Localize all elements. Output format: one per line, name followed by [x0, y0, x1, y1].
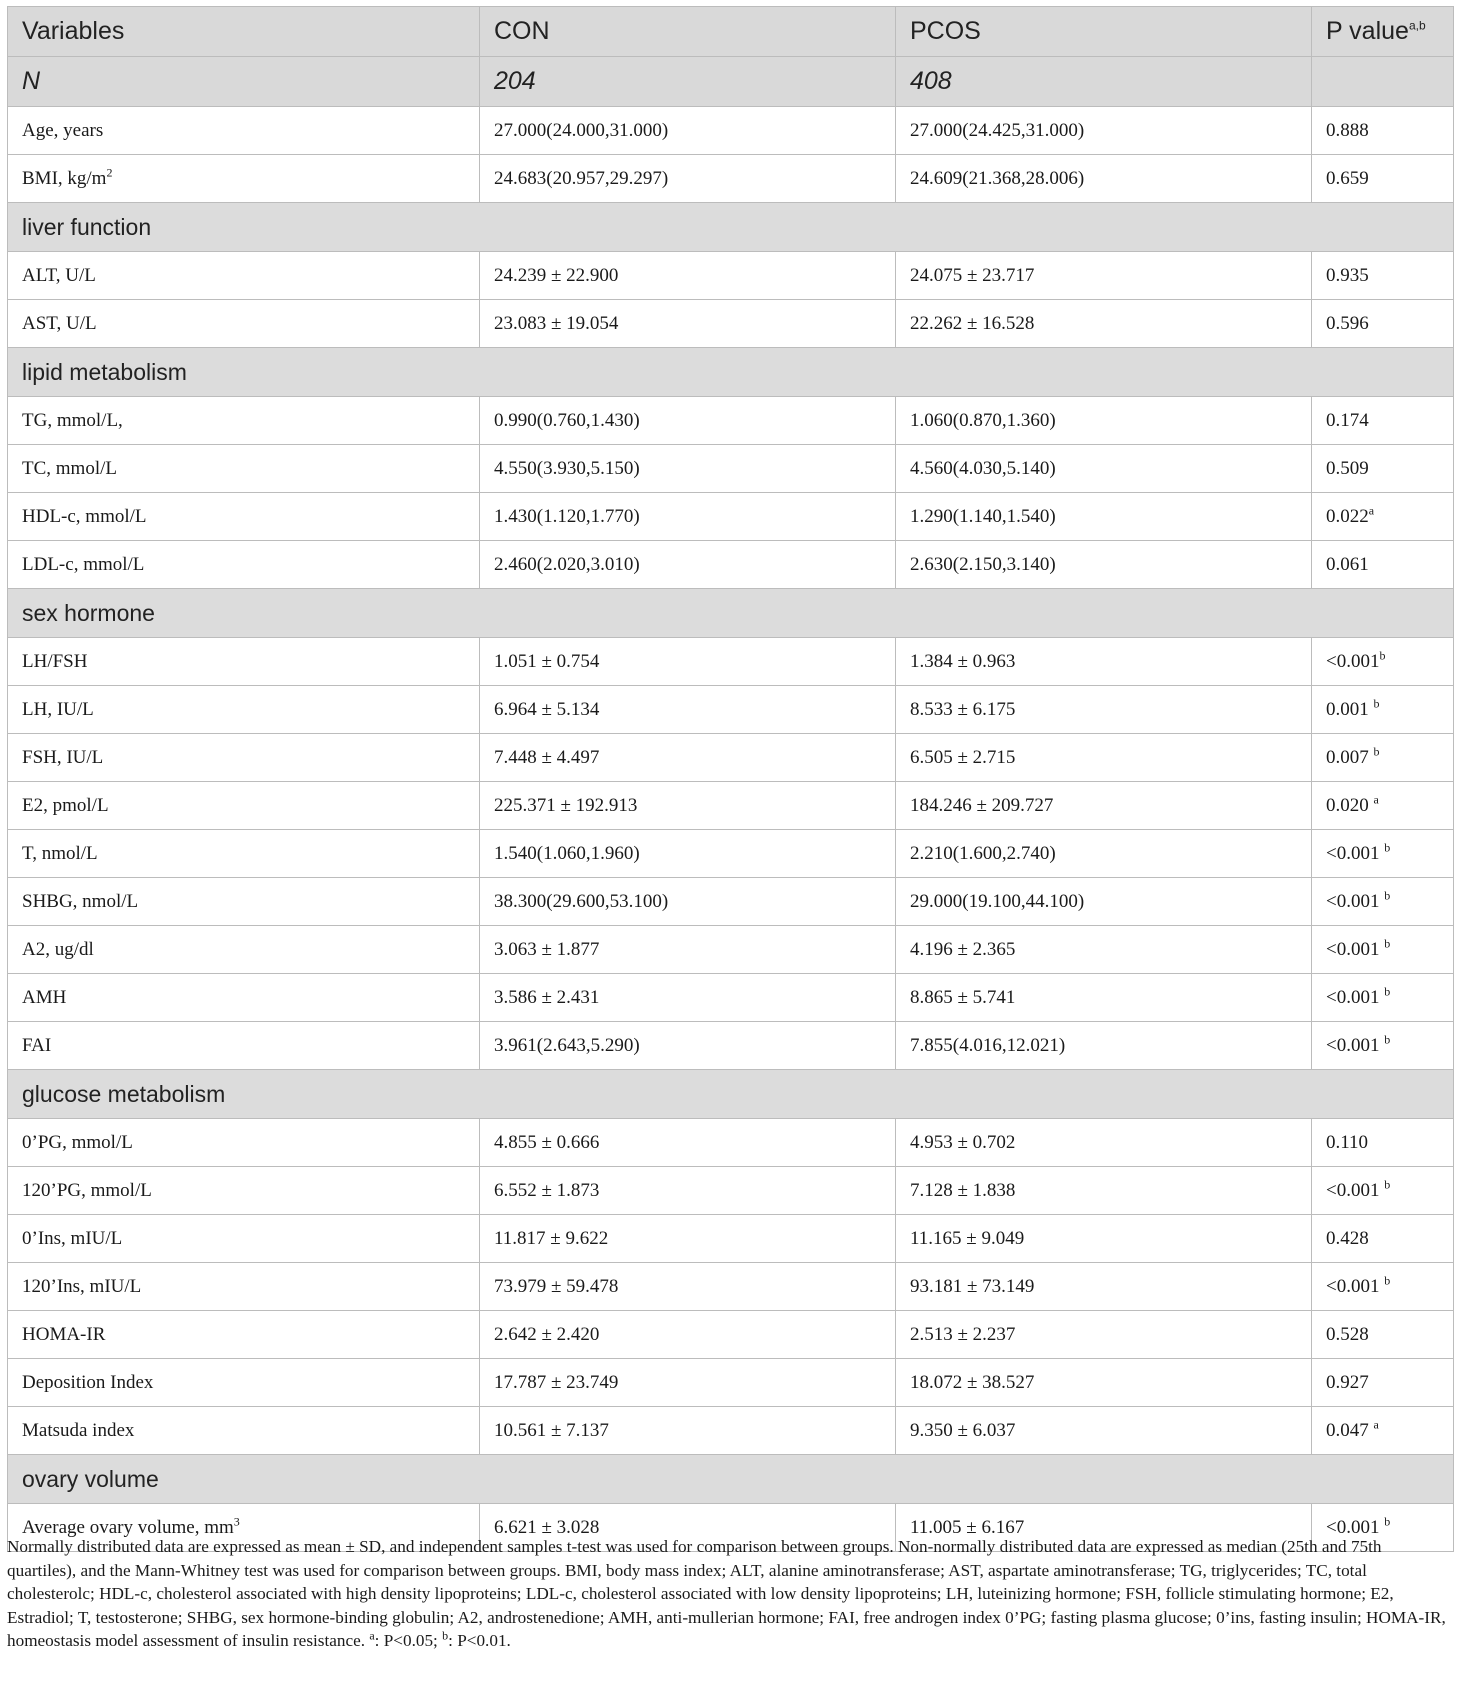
cell-con: [480, 782, 896, 830]
section-label: sex hormone: [8, 589, 1454, 638]
cell-p-value-text: <0.001: [1326, 1516, 1385, 1538]
cell-con-text: 7.448 ± 4.497: [494, 746, 600, 768]
cell-variable-text: T, nmol/L: [22, 842, 98, 864]
cell-con: [480, 686, 896, 734]
cell-pcos: [896, 1119, 1312, 1167]
cell-p-value-text: 0.428: [1326, 1227, 1369, 1249]
cell-con-text: 6.552 ± 1.873: [494, 1179, 600, 1201]
cell-con-text: 24.683(20.957,29.297): [494, 167, 669, 189]
cell-p-value-sup: b: [1384, 840, 1391, 855]
cell-con-text: 225.371 ± 192.913: [494, 794, 638, 816]
cell-con: [480, 445, 896, 493]
cell-p-value-text: 0.927: [1326, 1371, 1369, 1393]
table-row: [8, 686, 1454, 734]
cell-pcos: [896, 638, 1312, 686]
cell-pcos: [896, 1263, 1312, 1311]
cell-p-value-text: 0.022: [1326, 505, 1369, 527]
table-row: [8, 878, 1454, 926]
cell-variable: [8, 1359, 480, 1407]
cell-p-value: [1312, 1022, 1454, 1070]
table-row: [8, 1407, 1454, 1455]
cell-pcos: [896, 830, 1312, 878]
cell-pcos-text: 2.210(1.600,2.740): [910, 842, 1056, 864]
cell-p-value-sup: a: [1373, 1417, 1379, 1432]
cell-pcos: [896, 397, 1312, 445]
cell-p-value: [1312, 397, 1454, 445]
table-row: [8, 397, 1454, 445]
table-row: [8, 734, 1454, 782]
header-p-value: [1312, 7, 1454, 57]
cell-p-value-sup: b: [1373, 744, 1380, 759]
cell-con-text: 2.460(2.020,3.010): [494, 553, 640, 575]
cell-p-value: [1312, 107, 1454, 155]
section-row: [8, 203, 1454, 252]
cell-variable-text: LH, IU/L: [22, 698, 94, 720]
cell-variable-text: Matsuda index: [22, 1419, 135, 1441]
cell-variable: [8, 1263, 480, 1311]
cell-variable-text: AMH: [22, 986, 67, 1008]
cell-variable-text: E2, pmol/L: [22, 794, 109, 816]
cell-p-value: [1312, 1407, 1454, 1455]
cell-con: [480, 107, 896, 155]
cell-p-value-sup: a: [1368, 503, 1375, 518]
cell-variable: [8, 926, 480, 974]
n-con: 204: [480, 57, 896, 107]
cell-pcos-text: 24.609(21.368,28.006): [910, 167, 1085, 189]
cell-pcos: [896, 1167, 1312, 1215]
section-label: glucose metabolism: [8, 1070, 1454, 1119]
cell-variable-text: 120’PG, mmol/L: [22, 1179, 152, 1201]
cell-pcos-text: 4.560(4.030,5.140): [910, 457, 1056, 479]
cell-p-value-text: <0.001: [1326, 890, 1385, 912]
cell-variable-text: AST, U/L: [22, 312, 97, 334]
cell-p-value: [1312, 1359, 1454, 1407]
section-label: liver function: [8, 203, 1454, 252]
header-p-value-label: P value: [1326, 17, 1409, 45]
cell-con-text: 1.430(1.120,1.770): [494, 505, 640, 527]
cell-variable-text: HDL-c, mmol/L: [22, 505, 147, 527]
cell-con-text: 38.300(29.600,53.100): [494, 890, 669, 912]
cell-variable-sup: 3: [233, 1514, 240, 1529]
cell-variable: [8, 878, 480, 926]
header-con: CON: [480, 7, 896, 57]
cell-variable: [8, 782, 480, 830]
cell-variable-text: LH/FSH: [22, 650, 88, 672]
cell-pcos: [896, 1022, 1312, 1070]
section-row: [8, 1070, 1454, 1119]
cell-con-text: 73.979 ± 59.478: [494, 1275, 619, 1297]
cell-variable-text: TC, mmol/L: [22, 457, 117, 479]
cell-variable-text: 0’Ins, mIU/L: [22, 1227, 123, 1249]
cell-variable: [8, 300, 480, 348]
cell-pcos-text: 8.533 ± 6.175: [910, 698, 1016, 720]
cell-p-value-sup: a: [1373, 792, 1379, 807]
cell-con: [480, 300, 896, 348]
cell-con-text: 1.051 ± 0.754: [494, 650, 600, 672]
cell-pcos: [896, 445, 1312, 493]
n-row: [8, 57, 1454, 107]
cell-con-text: 11.817 ± 9.622: [494, 1227, 609, 1249]
cell-p-value: [1312, 1119, 1454, 1167]
cell-con: [480, 1215, 896, 1263]
cell-pcos-text: 6.505 ± 2.715: [910, 746, 1016, 768]
cell-pcos: [896, 1359, 1312, 1407]
cell-variable-text: HOMA-IR: [22, 1323, 106, 1345]
cell-pcos-text: 184.246 ± 209.727: [910, 794, 1054, 816]
header-row: [8, 7, 1454, 57]
cell-p-value-text: <0.001: [1326, 1275, 1385, 1297]
cell-pcos: [896, 686, 1312, 734]
cell-pcos-text: 4.953 ± 0.702: [910, 1131, 1016, 1153]
cell-p-value: [1312, 300, 1454, 348]
cell-p-value: [1312, 1263, 1454, 1311]
cell-p-value-text: 0.935: [1326, 264, 1369, 286]
cell-variable-text: LDL-c, mmol/L: [22, 553, 145, 575]
cell-pcos: [896, 1311, 1312, 1359]
cell-con-text: 3.063 ± 1.877: [494, 938, 600, 960]
cell-variable: [8, 1215, 480, 1263]
table-row: [8, 1215, 1454, 1263]
table-row: [8, 445, 1454, 493]
cell-p-value: [1312, 155, 1454, 203]
cell-con: [480, 830, 896, 878]
cell-p-value-text: 0.047: [1326, 1419, 1374, 1441]
cell-p-value: [1312, 638, 1454, 686]
cell-variable-text: Age, years: [22, 119, 104, 141]
cell-variable: [8, 252, 480, 300]
cell-p-value-sup: b: [1373, 696, 1380, 711]
table-container: [7, 6, 1453, 1552]
cell-variable: [8, 107, 480, 155]
cell-pcos-text: 11.005 ± 6.167: [910, 1516, 1025, 1538]
cell-variable-text: FSH, IU/L: [22, 746, 104, 768]
cell-p-value-text: <0.001: [1326, 842, 1385, 864]
cell-con-text: 27.000(24.000,31.000): [494, 119, 669, 141]
cell-p-value-sup: b: [1384, 1177, 1391, 1192]
cell-pcos-text: 2.630(2.150,3.140): [910, 553, 1056, 575]
cell-p-value: [1312, 1215, 1454, 1263]
section-row: [8, 348, 1454, 397]
cell-variable: [8, 1407, 480, 1455]
cell-p-value-sup: b: [1379, 648, 1386, 663]
cell-p-value-sup: b: [1384, 1514, 1391, 1529]
footnote-note-a: : P<0.05;: [374, 1631, 443, 1651]
cell-p-value-text: 0.596: [1326, 312, 1369, 334]
cell-variable-sup: 2: [106, 165, 113, 180]
cell-pcos-text: 11.165 ± 9.049: [910, 1227, 1025, 1249]
cell-con: [480, 1263, 896, 1311]
section-row: [8, 589, 1454, 638]
cell-p-value: [1312, 734, 1454, 782]
cell-p-value: [1312, 252, 1454, 300]
cell-p-value-text: 0.509: [1326, 457, 1369, 479]
cell-variable: [8, 155, 480, 203]
cell-p-value-text: 0.061: [1326, 553, 1369, 575]
cell-pcos-text: 8.865 ± 5.741: [910, 986, 1016, 1008]
cell-con-text: 2.642 ± 2.420: [494, 1323, 600, 1345]
cell-pcos: [896, 974, 1312, 1022]
cell-con: [480, 1167, 896, 1215]
cell-con-text: 3.961(2.643,5.290): [494, 1034, 640, 1056]
cell-con: [480, 878, 896, 926]
cell-con: [480, 974, 896, 1022]
cell-variable: [8, 1022, 480, 1070]
header-variables: Variables: [8, 7, 480, 57]
cell-con-text: 4.855 ± 0.666: [494, 1131, 600, 1153]
cell-p-value-text: <0.001: [1326, 938, 1385, 960]
header-pcos: PCOS: [896, 7, 1312, 57]
cell-pcos-text: 24.075 ± 23.717: [910, 264, 1035, 286]
cell-variable-text: SHBG, nmol/L: [22, 890, 139, 912]
cell-con: [480, 1022, 896, 1070]
cell-pcos: [896, 107, 1312, 155]
cell-p-value-text: 0.888: [1326, 119, 1369, 141]
cell-con-text: 10.561 ± 7.137: [494, 1419, 609, 1441]
cell-p-value-text: <0.001: [1326, 650, 1380, 672]
cell-con: [480, 397, 896, 445]
cell-pcos-text: 2.513 ± 2.237: [910, 1323, 1016, 1345]
cell-p-value: [1312, 830, 1454, 878]
cell-pcos: [896, 252, 1312, 300]
cell-p-value: [1312, 541, 1454, 589]
cell-con-text: 6.964 ± 5.134: [494, 698, 600, 720]
cell-pcos: [896, 541, 1312, 589]
table-row: [8, 107, 1454, 155]
cell-con-text: 0.990(0.760,1.430): [494, 409, 640, 431]
cell-pcos-text: 27.000(24.425,31.000): [910, 119, 1085, 141]
cell-p-value-sup: b: [1384, 984, 1391, 999]
cell-variable: [8, 1167, 480, 1215]
cell-p-value: [1312, 1311, 1454, 1359]
table-row: [8, 1263, 1454, 1311]
table-row: [8, 541, 1454, 589]
n-pcos: 408: [896, 57, 1312, 107]
cell-con: [480, 493, 896, 541]
cell-variable-text: ALT, U/L: [22, 264, 96, 286]
cell-pcos: [896, 300, 1312, 348]
cell-variable-text: TG, mmol/L,: [22, 409, 123, 431]
table-row: [8, 493, 1454, 541]
cell-variable-text: Average ovary volume, mm: [22, 1516, 234, 1538]
cell-variable: [8, 734, 480, 782]
cell-con-text: 17.787 ± 23.749: [494, 1371, 619, 1393]
table-row: [8, 252, 1454, 300]
footnote-sup-a: a: [369, 1628, 375, 1643]
table-row: [8, 155, 1454, 203]
table-row: [8, 1311, 1454, 1359]
cell-p-value-text: 0.174: [1326, 409, 1369, 431]
cell-variable: [8, 830, 480, 878]
cell-pcos-text: 22.262 ± 16.528: [910, 312, 1035, 334]
section-label: lipid metabolism: [8, 348, 1454, 397]
cell-con-text: 6.621 ± 3.028: [494, 1516, 600, 1538]
footnote-sup-b: b: [442, 1628, 449, 1643]
cell-p-value-text: <0.001: [1326, 1034, 1385, 1056]
cell-variable: [8, 397, 480, 445]
cell-pcos-text: 18.072 ± 38.527: [910, 1371, 1035, 1393]
cell-variable-text: 0’PG, mmol/L: [22, 1131, 133, 1153]
cell-p-value-text: <0.001: [1326, 986, 1385, 1008]
cell-pcos-text: 9.350 ± 6.037: [910, 1419, 1016, 1441]
n-p: [1312, 57, 1454, 107]
cell-variable-text: 120’Ins, mIU/L: [22, 1275, 142, 1297]
table-row: [8, 638, 1454, 686]
cell-con-text: 1.540(1.060,1.960): [494, 842, 640, 864]
header-p-value-sup: a,b: [1408, 18, 1426, 33]
cell-pcos: [896, 1215, 1312, 1263]
cell-con-text: 4.550(3.930,5.150): [494, 457, 640, 479]
table-row: [8, 974, 1454, 1022]
section-label: ovary volume: [8, 1455, 1454, 1504]
table-body: [8, 107, 1454, 1552]
cell-p-value-text: 0.001: [1326, 698, 1374, 720]
cell-pcos: [896, 734, 1312, 782]
cell-p-value: [1312, 878, 1454, 926]
cell-pcos: [896, 1407, 1312, 1455]
cell-p-value-text: <0.001: [1326, 1179, 1385, 1201]
cell-p-value: [1312, 1167, 1454, 1215]
cell-p-value: [1312, 974, 1454, 1022]
cell-p-value-text: 0.110: [1326, 1131, 1369, 1153]
cell-pcos-text: 1.384 ± 0.963: [910, 650, 1016, 672]
cell-variable: [8, 1119, 480, 1167]
cell-pcos-text: 29.000(19.100,44.100): [910, 890, 1085, 912]
table-row: [8, 1359, 1454, 1407]
cell-variable: [8, 974, 480, 1022]
cell-p-value-sup: b: [1384, 888, 1391, 903]
table-row: [8, 1022, 1454, 1070]
cell-con: [480, 926, 896, 974]
cell-p-value: [1312, 445, 1454, 493]
cell-pcos: [896, 493, 1312, 541]
cell-pcos-text: 4.196 ± 2.365: [910, 938, 1016, 960]
cell-p-value: [1312, 782, 1454, 830]
cell-p-value-sup: b: [1384, 1032, 1391, 1047]
footnote-text: Normally distributed data are expressed as mean ± SD, and independent samples t-test was used for comparison between groups. Non-normally distributed data are expressed as median (25th and 75th quartiles), and the Mann-Whitney test was used for comparison between groups. BMI, body mass index; ALT, alanine aminotransferase; AST, aspartate aminotransferase; TG, triglycerides; TC, total cholesterolc; HDL-c, cholesterol associated with high density lipoproteins; LDL-c, cholesterol associated with low density lipoproteins; LH, luteinizing hormone; FSH, follicle stimulating hormone; E2, Estradiol; T, testosterone; SHBG, sex hormone-binding globulin; A2, androstenedione; AMH, anti-mullerian hormone; FAI, free androgen index 0’PG; fasting plasma glucose; 0’ins, fasting insulin; HOMA-IR, homeostasis model assessment of insulin resistance.: [7, 1537, 1446, 1651]
cell-pcos-text: 93.181 ± 73.149: [910, 1275, 1035, 1297]
cell-con: [480, 1407, 896, 1455]
footnote-note-b: : P<0.01.: [448, 1631, 511, 1651]
cell-con: [480, 638, 896, 686]
cell-variable: [8, 493, 480, 541]
cell-pcos-text: 7.128 ± 1.838: [910, 1179, 1016, 1201]
cell-con: [480, 1311, 896, 1359]
cell-con: [480, 155, 896, 203]
data-table: [7, 6, 1454, 1552]
cell-variable-text: Deposition Index: [22, 1371, 154, 1393]
table-footnote: [7, 1535, 1453, 1653]
section-row: [8, 1455, 1454, 1504]
cell-variable-text: FAI: [22, 1034, 52, 1056]
cell-pcos-text: 1.290(1.140,1.540): [910, 505, 1056, 527]
cell-variable: [8, 1311, 480, 1359]
cell-pcos-text: 1.060(0.870,1.360): [910, 409, 1056, 431]
cell-p-value-text: 0.528: [1326, 1323, 1369, 1345]
cell-variable: [8, 686, 480, 734]
cell-p-value-sup: b: [1384, 1273, 1391, 1288]
cell-con-text: 24.239 ± 22.900: [494, 264, 619, 286]
cell-pcos: [896, 926, 1312, 974]
cell-pcos: [896, 155, 1312, 203]
cell-pcos: [896, 782, 1312, 830]
cell-p-value: [1312, 926, 1454, 974]
table-row: [8, 830, 1454, 878]
cell-pcos: [896, 878, 1312, 926]
table-row: [8, 1167, 1454, 1215]
cell-p-value-text: 0.659: [1326, 167, 1369, 189]
cell-p-value-text: 0.020: [1326, 794, 1374, 816]
table-row: [8, 1119, 1454, 1167]
cell-p-value: [1312, 493, 1454, 541]
cell-variable: [8, 445, 480, 493]
table-row: [8, 782, 1454, 830]
cell-variable: [8, 638, 480, 686]
cell-con: [480, 1119, 896, 1167]
n-label: N: [8, 57, 480, 107]
cell-con-text: 23.083 ± 19.054: [494, 312, 619, 334]
cell-variable-text: A2, ug/dl: [22, 938, 94, 960]
cell-con: [480, 1359, 896, 1407]
cell-con: [480, 734, 896, 782]
cell-pcos-text: 7.855(4.016,12.021): [910, 1034, 1066, 1056]
cell-variable: [8, 541, 480, 589]
cell-con: [480, 252, 896, 300]
cell-variable-text: BMI, kg/m: [22, 167, 107, 189]
cell-p-value-text: 0.007: [1326, 746, 1374, 768]
table-row: [8, 926, 1454, 974]
cell-p-value-sup: b: [1384, 936, 1391, 951]
cell-con-text: 3.586 ± 2.431: [494, 986, 600, 1008]
cell-con: [480, 541, 896, 589]
table-row: [8, 300, 1454, 348]
cell-p-value: [1312, 686, 1454, 734]
